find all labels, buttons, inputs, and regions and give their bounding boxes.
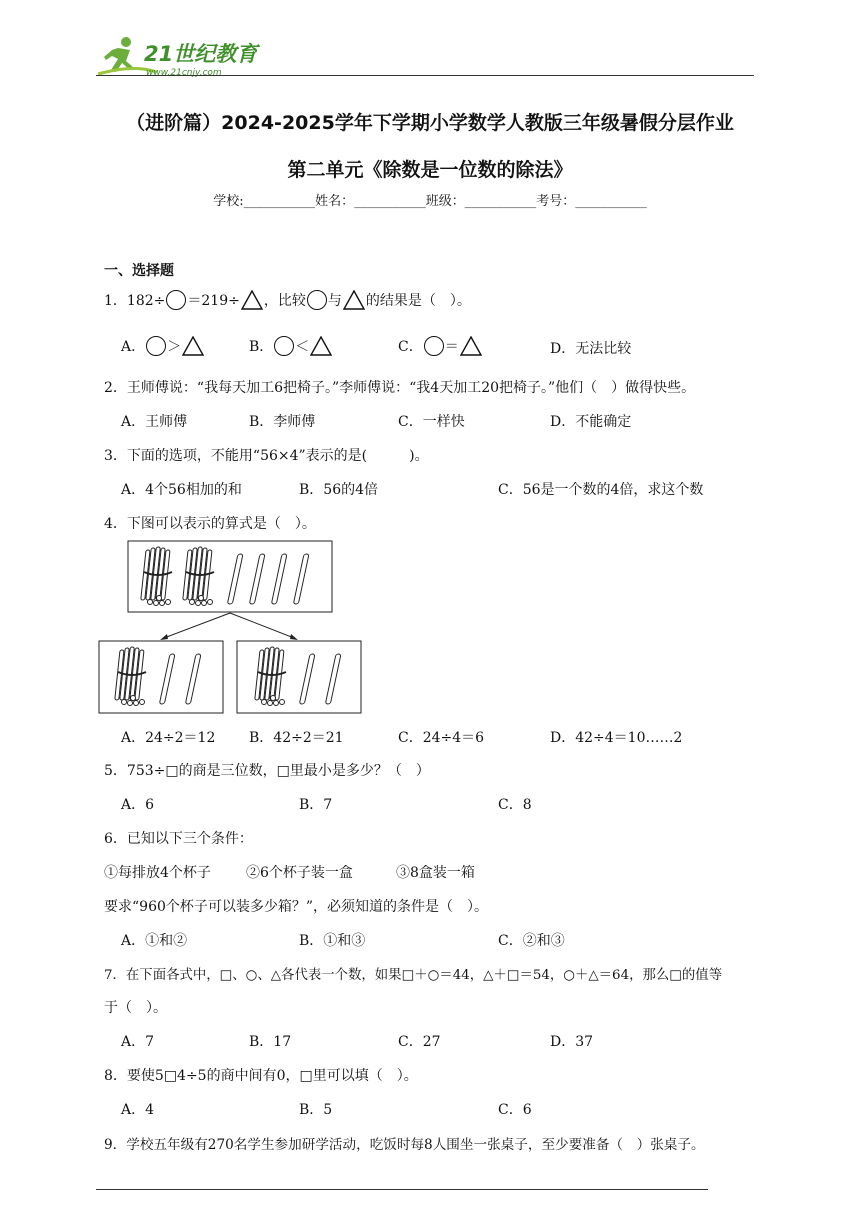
bundle-of-ten (183, 547, 214, 606)
arrowhead-icon (290, 634, 298, 640)
class-label: 班级： (425, 194, 465, 209)
q6-option-a[interactable]: A．①和② (121, 933, 188, 949)
single-stick (299, 654, 315, 704)
circle-icon (146, 336, 166, 356)
q7-option-d[interactable]: D．37 (550, 1034, 594, 1050)
q2-option-c[interactable]: C．一样快 (398, 414, 465, 430)
name-blank[interactable]: ___________ (354, 194, 426, 209)
bundle-of-ten (255, 647, 286, 706)
q1-part4: 与 (327, 293, 342, 309)
q7-option-b[interactable]: B．17 (249, 1034, 292, 1050)
number-label: 考号： (536, 194, 576, 209)
question-1 (104, 290, 471, 310)
q8-option-a[interactable]: A．4 (121, 1102, 155, 1118)
page-subtitle: 第二单元《除数是一位数的除法》 (287, 159, 573, 181)
circle-icon (307, 290, 327, 310)
q4-option-d[interactable]: D．42÷4＝10……2 (550, 730, 683, 746)
question-8: 8．要使5□4÷5的商中间有0，□里可以填（ ）。 (104, 1068, 418, 1084)
q3-option-a[interactable]: A．4个56相加的和 (121, 482, 242, 498)
bottom-box-right (237, 641, 361, 713)
single-stick (293, 554, 309, 604)
header-rule (96, 75, 754, 76)
single-stick (185, 654, 201, 704)
triangle-icon (460, 336, 482, 356)
single-stick (325, 654, 341, 704)
arrowhead-icon (160, 634, 168, 640)
q4-option-b[interactable]: B．42÷2＝21 (249, 730, 344, 746)
circle-icon (166, 290, 186, 310)
triangle-icon (182, 336, 204, 356)
question-4: 4．下图可以表示的算式是（ ）。 (104, 516, 316, 532)
q6-option-c[interactable]: C．②和③ (498, 933, 565, 949)
q2-option-d[interactable]: D．不能确定 (550, 414, 632, 430)
question-5: 5．753÷□的商是三位数，□里最小是多少？（ ） (104, 763, 430, 779)
arrow-left (164, 613, 230, 638)
arrow-right (230, 613, 294, 638)
q1-part3: ，比较 (263, 293, 306, 309)
q7-option-c[interactable]: C．27 (398, 1034, 441, 1050)
bundle-of-ten (115, 647, 146, 706)
single-stick (227, 554, 243, 604)
circle-icon (274, 336, 294, 356)
q1-option-a[interactable]: A． ＞ (121, 336, 205, 356)
question-9: 9．学校五年级有270名学生参加研学活动，吃饭时每8人围坐一张桌子，至少要准备（ ）张桌子。 (104, 1137, 705, 1153)
q3-option-c[interactable]: C．56是一个数的4倍，求这个数 (498, 482, 704, 498)
student-info (0, 190, 860, 209)
q7-option-a[interactable]: A．7 (121, 1034, 155, 1050)
triangle-icon (343, 290, 365, 310)
question-7: 7．在下面各式中，□、○、△各代表一个数，如果□＋○＝44，△＋□＝54，○＋△＝64，那么□的值等 (104, 968, 723, 983)
q4-option-c[interactable]: C．24÷4＝6 (398, 730, 485, 746)
school-blank[interactable]: ___________ (243, 194, 316, 209)
q4-option-a[interactable]: A．24÷2＝12 (121, 730, 216, 746)
q5-option-c[interactable]: C．8 (498, 797, 532, 813)
question-6: 6．已知以下三个条件： (104, 831, 253, 847)
class-blank[interactable]: ___________ (464, 194, 537, 209)
q6-option-b[interactable]: B．①和③ (299, 933, 366, 949)
q6-ask: 要求“960个杯子可以装多少箱？”，必须知道的条件是（ ）。 (104, 899, 489, 915)
section-heading: 一、选择题 (104, 263, 174, 279)
q3-option-b[interactable]: B．56的4倍 (299, 482, 379, 498)
q5-option-b[interactable]: B．7 (299, 797, 333, 813)
q2-option-b[interactable]: B．李师傅 (249, 414, 316, 430)
q5-option-a[interactable]: A．6 (121, 797, 155, 813)
q8-option-c[interactable]: C．6 (498, 1102, 532, 1118)
school-label: 学校: (213, 194, 244, 209)
question-3: 3．下面的选项，不能用“56×4”表示的是( )。 (104, 448, 429, 464)
q6-condition-2: ②6个杯子装一盒 (246, 865, 353, 881)
q1-option-b[interactable]: B． ＜ (249, 336, 333, 356)
circle-icon (424, 336, 444, 356)
logo-text: 21世纪教育 (144, 42, 258, 66)
q1-option-c[interactable]: C． ＝ (398, 336, 483, 356)
q1-part5: 的结果是（ ）。 (365, 293, 471, 309)
question-7-cont: 于（ ）。 (104, 1000, 167, 1016)
question-2: 2．王师傅说：“我每天加工6把椅子。”李师傅说：“我4天加工20把椅子。”他们（ ）做得快些。 (104, 380, 696, 396)
q1-part2: ＝219÷ (187, 293, 240, 309)
single-stick (249, 554, 265, 604)
single-stick (271, 554, 287, 604)
q6-condition-1: ①每排放4个杯子 (104, 865, 211, 881)
name-label: 姓名： (315, 194, 355, 209)
page-title: （进阶篇）2024-2025学年下学期小学数学人教版三年级暑假分层作业 (126, 112, 734, 134)
q6-condition-3: ③8盒装一箱 (396, 865, 475, 881)
bundle-figure (98, 538, 362, 714)
q1-num: 1． (104, 293, 127, 309)
bundle-of-ten (141, 547, 172, 606)
q1-option-d[interactable]: D．无法比较 (550, 341, 632, 357)
logo-url: www.21cnjy.com (146, 68, 222, 78)
q2-option-a[interactable]: A．王师傅 (121, 414, 188, 430)
footer-rule (96, 1189, 708, 1190)
q8-option-b[interactable]: B．5 (299, 1102, 333, 1118)
triangle-icon (310, 336, 332, 356)
q1-part1: 182÷ (126, 293, 166, 309)
single-stick (159, 654, 175, 704)
triangle-icon (241, 290, 263, 310)
number-blank[interactable]: ___________ (575, 194, 647, 209)
